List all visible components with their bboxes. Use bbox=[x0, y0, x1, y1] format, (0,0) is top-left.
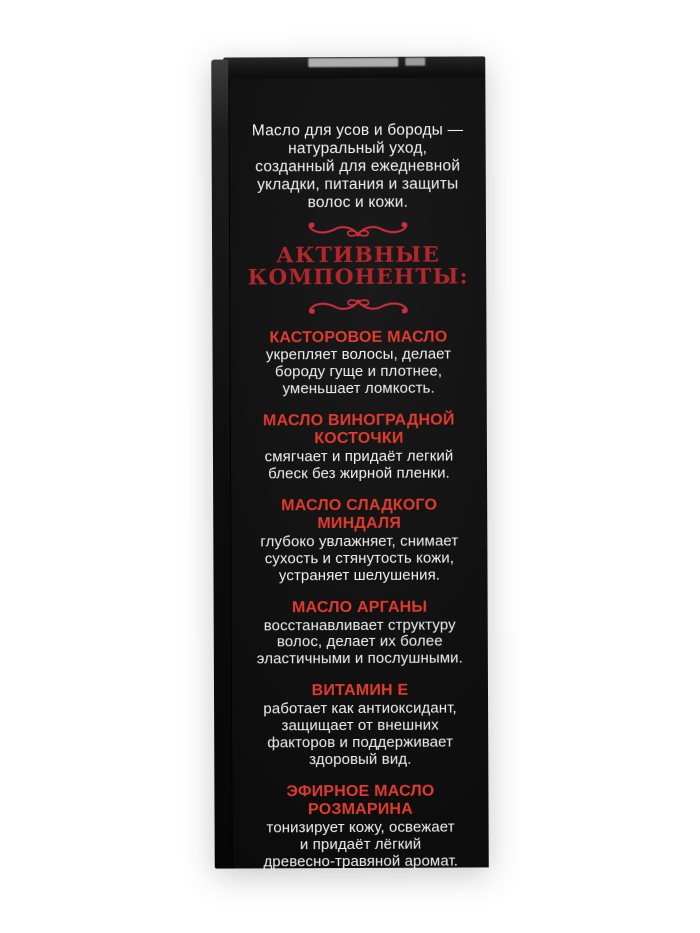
top-flap-print bbox=[308, 58, 398, 67]
component-description: укрепляет волосы, делает бороду гуще и плотнее, уменьшает ломкость. bbox=[265, 346, 452, 398]
component-description: смягчает и придаёт легкий блеск без жирной пленки. bbox=[264, 447, 454, 483]
component-description: тонизирует кожу, освежает и придаёт лёгкий древесно-травяной аромат. bbox=[263, 818, 459, 871]
component-grape-seed-oil bbox=[231, 412, 487, 484]
product-box bbox=[211, 56, 489, 871]
component-name: МАСЛО ВИНОГРАДНОЙ КОСТОЧКИ bbox=[262, 411, 455, 448]
mustache-flourish-icon bbox=[230, 292, 486, 315]
component-name: ЭФИРНОЕ МАСЛО РОЗМАРИНА bbox=[286, 782, 435, 819]
component-castor-oil bbox=[230, 328, 486, 399]
section-title: АКТИВНЫЕ КОМПОНЕНТЫ: bbox=[247, 242, 469, 291]
component-rosemary-essential-oil bbox=[232, 782, 488, 871]
component-description: глубоко увлажняет, снимает сухость и стянутость кожи, устраняет шелушения. bbox=[260, 532, 459, 584]
top-flap-print bbox=[405, 58, 425, 66]
box-front-face bbox=[228, 77, 488, 871]
component-name: ВИТАМИН Е bbox=[311, 682, 409, 700]
component-description: работает как антиоксидант, защищает от внешних факторов и поддерживает здоровый вид. bbox=[263, 699, 457, 769]
component-name: КАСТОРОВОЕ МАСЛО bbox=[269, 328, 448, 346]
mustache-flourish-icon bbox=[230, 220, 486, 243]
component-sweet-almond-oil bbox=[231, 496, 487, 585]
component-name: МАСЛО АРГАНЫ bbox=[291, 598, 428, 616]
box-top-flap bbox=[223, 56, 485, 78]
component-description: восстанавливает структуру волос, делает их более эластичными и послушными. bbox=[256, 616, 463, 668]
component-vitamin-e bbox=[232, 682, 488, 770]
component-name: МАСЛО СЛАДКОГО МИНДАЛЯ bbox=[281, 496, 438, 533]
component-argan-oil bbox=[232, 598, 488, 669]
intro-text: Масло для усов и бороды — натуральный уход, созданный для ежедневной укладки, питания и защиты волос и кожи. bbox=[251, 121, 464, 212]
